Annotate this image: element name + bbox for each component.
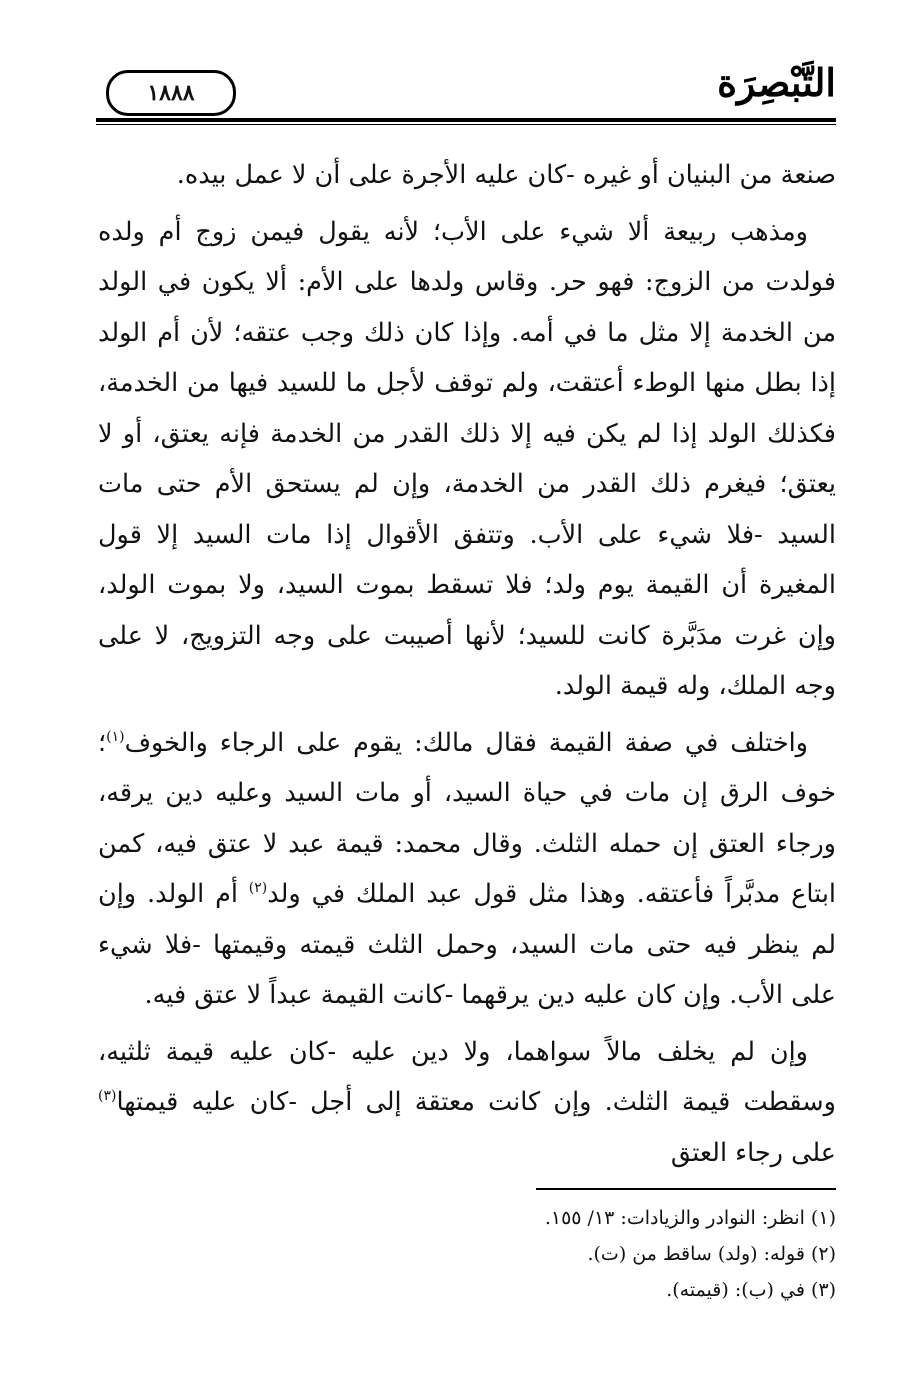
paragraph-text: على رجاء العتق (670, 1137, 836, 1168)
footnote-separator (536, 1188, 836, 1190)
paragraph-text: واختلف في صفة القيمة فقال مالك: يقوم على الرجاء والخوف (124, 727, 808, 758)
footnote-marker: (٢) (248, 880, 268, 896)
footnote: (١) انظر: النوادر والزيادات: ١٣/ ١٥٥. (544, 1207, 836, 1229)
page-number: ١٨٨٨ (147, 80, 195, 106)
paragraph: ومذهب ربيعة ألا شيء على الأب؛ لأنه يقول فيمن زوج أم ولده فولدت من الزوج: فهو حر. وقاس ولدها على الأم: ألا يكون في الولد من الخدمة إلا مثل ما في أمه. وإذا كان ذلك وجب عتقه؛ لأن أم الولد إذا بطل منها الوطء أعتقت، ولم توقف لأجل ما للسيد فيها من الخدمة، فكذلك الولد إذا لم يكن فيه إلا ذلك القدر من الخدمة فإنه يعتق، أو لا يعتق؛ فيغرم ذلك القدر من الخدمة، وإن لم يستحق الأم حتى مات السيد -فلا شيء على الأب. وتتفق الأقوال إذا مات السيد إلا قول المغيرة أن القيمة يوم ولد؛ فلا تسقط بموت السيد، ولا بموت الولد، وإن غرت مدَبَّرة كانت للسيد؛ لأنها أصيبت على وجه التزويج، لا على وجه الملك، وله قيمة الولد. (98, 216, 836, 701)
paragraph-text: أم الولد. وإن لم ينظر فيه حتى مات السيد، وحمل الثلث قيمته وقيمتها -فلا شيء على الأب. وإن كان عليه دين يرقهما -كانت القيمة عبداً لا عتق فيه. (98, 879, 836, 1010)
paragraph: صنعة من البنيان أو غيره -كان عليه الأجرة على أن لا عمل بيده. (176, 160, 836, 190)
paragraph (98, 1027, 836, 1179)
footnote-marker: (٣) (98, 1088, 117, 1104)
book-title: التَّبْصِرَة (717, 60, 836, 105)
footnote: (٢) قوله: (ولد) ساقط من (ت). (587, 1243, 836, 1265)
footnote-marker: (١) (106, 728, 125, 745)
header-rule (96, 118, 836, 122)
header-rule-thin (96, 124, 836, 125)
paragraph (98, 718, 836, 1021)
footnotes (98, 1200, 836, 1308)
page-header (96, 58, 836, 130)
page-number-frame (106, 70, 236, 116)
paragraph-text: ؛ خوف الرق إن مات في حياة السيد، أو مات السيد وعليه دين يرقه، ورجاء العتق إن حمله الثلث. وقال محمد: قيمة عبد لا عتق فيه، كمن ابتاع مدبَّراً فأعتقه. وهذا مثل قول عبد الملك في ولد (98, 727, 836, 909)
footnote: (٣) في (ب): (قيمته). (666, 1279, 836, 1301)
body-text (98, 150, 836, 1184)
paragraph-text: وإن لم يخلف مالاً سواهما، ولا دين عليه -كان عليه قيمة ثلثيه، وسقطت قيمة الثلث. وإن كانت معتقة إلى أجل -كان عليه قيمتها (98, 1036, 836, 1117)
